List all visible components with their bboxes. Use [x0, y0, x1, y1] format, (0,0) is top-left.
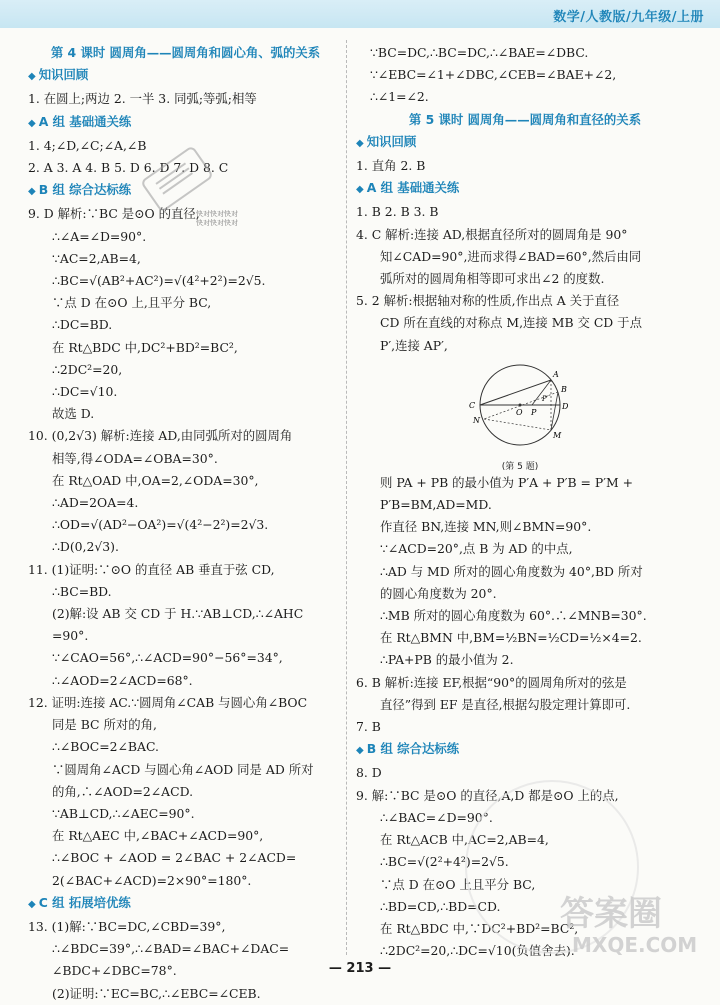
answer-line: 故选 D. [52, 406, 95, 422]
answer-line: 的圆心角度数为 20°. [380, 585, 497, 601]
answer-item: 11. (1)证明:∵⊙O 的直径 AB 垂直于弦 CD, [28, 561, 275, 577]
answer-line: P′,连接 AP′, [380, 337, 448, 353]
answer-line: 在 Rt△BDC 中,DC²+BD²=BC², [52, 339, 238, 355]
answer-line: ∴∠AOD=2∠ACD=68°. [52, 672, 193, 688]
answer-item: 6. B 解析:连接 EF,根据“90°的圆周角所对的弦是 [356, 674, 627, 690]
figure-caption: (第 5 题) [501, 461, 539, 472]
section-heading [356, 177, 694, 201]
answer-item: 5. 2 解析:根据轴对称的性质,作出点 A 关于直径 [356, 293, 620, 309]
answer-line: ∵∠ACD=20°,点 B 为 AD 的中点, [380, 541, 573, 557]
label-P-prime: P′ [542, 394, 549, 403]
answer-line: ∴∠BOC=2∠BAC. [52, 739, 159, 755]
stamp-text: 快对快对快对 快对快对快对 [196, 210, 238, 227]
label-D: D [562, 401, 569, 411]
diamond-icon: ◆ [28, 186, 36, 198]
label-O: O [516, 407, 523, 417]
label-P: P [531, 407, 537, 417]
answer-line: (2)解:设 AB 交 CD 于 H.∵AB⊥CD,∴∠AHC [52, 606, 304, 622]
answer-line: =90°. [52, 628, 89, 644]
answer-line: 直径”得到 EF 是直径,根据勾股定理计算即可. [380, 696, 631, 712]
section-heading [28, 64, 343, 88]
answer-item: 9. D 解析:∵BC 是⊙O 的直径, [28, 206, 200, 222]
section-heading-text: B 组 综合达标练 [366, 741, 460, 757]
answer-item: 7. B [356, 719, 381, 735]
column-divider [346, 40, 347, 955]
answer-line: ∵点 D 在⊙O 上,且平分 BC, [52, 295, 212, 311]
answer-item: 8. D [356, 765, 382, 781]
answer-line: P′B=BM,AD=MD. [380, 497, 492, 513]
answer-item: 1. 4;∠D,∠C;∠A,∠B [28, 137, 147, 153]
answer-line: ∴∠BAC=∠D=90°. [380, 809, 493, 825]
answer-line: ∴PA+PB 的最小值为 2. [380, 652, 514, 668]
answer-line: ∵点 D 在⊙O 上且平分 BC, [380, 876, 536, 892]
label-B: B [561, 384, 567, 394]
section-heading [356, 131, 694, 155]
answer-line: CD 所在直线的对称点 M,连接 MB 交 CD 于点 [380, 315, 642, 331]
diamond-icon: ◆ [356, 137, 364, 149]
answer-item: 1. 在圆上;两边 2. 一半 3. 同弧;等弧;相等 [28, 91, 257, 107]
answer-line: ∴BC=BD. [52, 583, 112, 599]
answer-line: 在 Rt△AEC 中,∠BAC+∠ACD=90°, [52, 828, 264, 844]
answer-line: 知∠CAD=90°,进而求得∠BAD=60°,然后由同 [380, 248, 642, 264]
answer-line: (2)证明:∵EC=BC,∴∠EBC=∠CEB. [52, 985, 261, 1001]
answer-line: ∴BC=√(AB²+AC²)=√(4²+2²)=2√5. [52, 273, 266, 289]
answer-line: 在 Rt△BDC 中,∵DC²+BD²=BC², [380, 920, 579, 936]
diamond-icon: ◆ [28, 117, 36, 129]
answer-line: ∴MB 所对的圆心角度数为 60°.∴∠MNB=30°. [380, 608, 647, 624]
section-heading-text: A 组 基础通关练 [38, 113, 132, 129]
answer-line: 作直径 BN,连接 MN,则∠BMN=90°. [380, 519, 592, 535]
answer-line: ∴DC=BD. [52, 317, 113, 333]
answer-line: ∴∠BDC=39°,∴∠BAD=∠BAC+∠DAC= [52, 941, 290, 957]
diamond-icon: ◆ [28, 71, 36, 83]
answer-line: ∴2DC²=20,∴DC=√10(负值舍去). [380, 943, 575, 959]
answer-line: ∴∠A=∠D=90°. [52, 228, 147, 244]
answer-line: 在 Rt△OAD 中,OA=2,∠ODA=30°, [52, 472, 259, 488]
answer-item: 9. 解:∵BC 是⊙O 的直径,A,D 都是⊙O 上的点, [356, 787, 619, 803]
page-number: — 213 — [328, 961, 392, 976]
answer-line: 在 Rt△BMN 中,BM=½BN=½CD=½×4=2. [380, 630, 642, 646]
answer-line: ∵∠CAO=56°,∴∠ACD=90°−56°=34°, [52, 650, 283, 666]
label-N: N [473, 415, 480, 425]
answer-line: ∵∠EBC=∠1+∠DBC,∠CEB=∠BAE+∠2, [370, 67, 617, 83]
answer-item: 13. (1)解:∵BC=DC,∠CBD=39°, [28, 918, 226, 934]
answer-item: 1. B 2. B 3. B [356, 204, 439, 220]
answer-line: 在 Rt△ACB 中,AC=2,AB=4, [380, 832, 549, 848]
answer-line: ∴∠1=∠2. [370, 89, 429, 105]
section-heading-text: A 组 基础通关练 [366, 180, 460, 196]
answer-line: ∠BDC+∠DBC=78°. [52, 963, 177, 979]
page-header: 数学/人教版/九年级/上册 [553, 10, 704, 25]
answer-line: ∵AC=2,AB=4, [52, 250, 141, 266]
answer-line: ∴BC=√(2²+4²)=2√5. [380, 854, 509, 870]
section-heading [356, 738, 694, 762]
answer-line: ∵圆周角∠ACD 与圆心角∠AOD 同是 AD 所对 [52, 761, 314, 777]
watermark [560, 895, 697, 957]
answer-line: 弧所对的圆周角相等即可求出∠2 的度数. [380, 271, 605, 287]
circle-diagram [460, 359, 580, 457]
answer-item: 4. C 解析:连接 AD,根据直径所对的圆周角是 90° [356, 226, 628, 242]
answer-line: ∴DC=√10. [52, 384, 118, 400]
watermark-text: 答案圈 [560, 894, 662, 934]
answer-line: ∴2DC²=20, [52, 361, 123, 377]
section-heading [28, 892, 343, 916]
diamond-icon: ◆ [356, 745, 364, 757]
answer-line: ∴D(0,2√3). [52, 539, 119, 555]
answer-line: ∵AB⊥CD,∴∠AEC=90°. [52, 805, 195, 821]
answer-line: ∴OD=√(AD²−OA²)=√(4²−2²)=2√3. [52, 517, 269, 533]
answer-line: ∴AD=2OA=4. [52, 495, 139, 511]
figure-problem-5 [460, 359, 580, 472]
answer-line: ∴∠BOC + ∠AOD = 2∠BAC + 2∠ACD= [52, 850, 297, 866]
answer-line: ∴AD 与 MD 所对的圆心角度数为 40°,BD 所对 [380, 563, 643, 579]
answer-line: ∵BC=DC,∴BC=DC,∴∠BAE=∠DBC. [370, 45, 589, 60]
section-heading-text: 知识回顾 [38, 67, 89, 83]
answer-line: ∴BD=CD,∴BD=CD. [380, 898, 501, 914]
answer-item: 12. 证明:连接 AC.∵圆周角∠CAB 与圆心角∠BOC [28, 694, 308, 710]
diamond-icon: ◆ [28, 898, 36, 910]
answer-line: 2(∠BAC+∠ACD)=2×90°=180°. [52, 872, 252, 888]
label-M: M [553, 430, 562, 440]
section-heading [28, 111, 343, 135]
answer-item: 2. A 3. A 4. B 5. D 6. D 7. D 8. C [28, 160, 229, 176]
answer-line: 相等,得∠ODA=∠OBA=30°. [52, 450, 218, 466]
answer-line: 则 PA + PB 的最小值为 P′A + P′B = P′M + [380, 474, 634, 490]
lesson-title: 第 5 课时 圆周角——圆周角和直径的关系 [408, 111, 642, 127]
watermark-url: MXQE.COM [572, 933, 698, 957]
section-heading-text: 知识回顾 [366, 133, 417, 149]
lesson-title: 第 4 课时 圆周角——圆周角和圆心角、弧的关系 [50, 45, 321, 60]
answer-line: 的角,∴∠AOD=2∠ACD. [52, 783, 194, 799]
section-heading-text: B 组 综合达标练 [38, 182, 132, 198]
answer-line: 同是 BC 所对的角, [52, 717, 157, 733]
answer-item: 10. (0,2√3) 解析:连接 AD,由同弧所对的圆周角 [28, 428, 293, 444]
answer-item: 1. 直角 2. B [356, 158, 426, 174]
section-heading-text: C 组 拓展培优练 [38, 894, 131, 910]
diamond-icon: ◆ [356, 184, 364, 196]
label-C: C [469, 400, 476, 410]
label-A: A [553, 369, 559, 379]
